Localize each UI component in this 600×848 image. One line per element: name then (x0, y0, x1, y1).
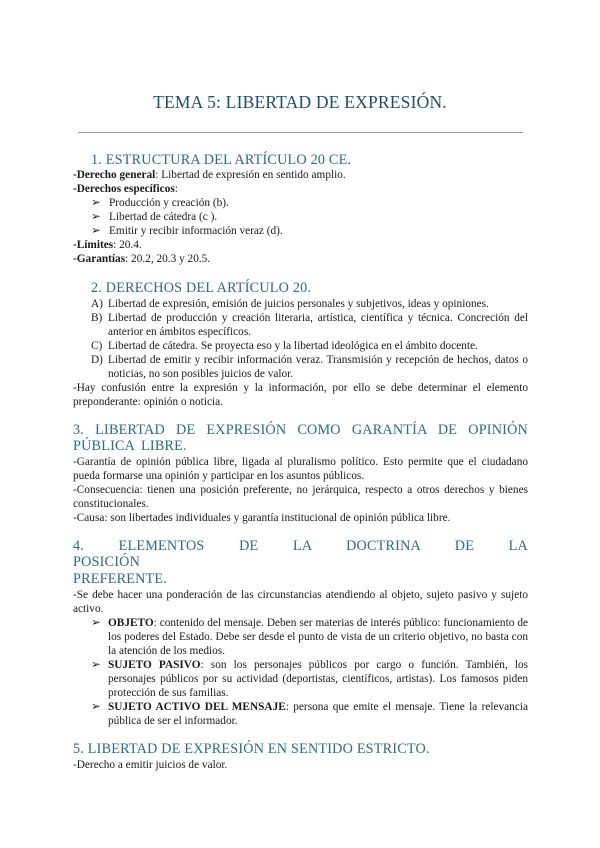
list-marker: D) (91, 354, 103, 366)
list-item (91, 297, 528, 311)
section-2-heading: 2. DERECHOS DEL ARTÍCULO 20. (91, 280, 312, 296)
derechos-especificos-line (73, 182, 528, 196)
rights-article-20-list (73, 297, 528, 381)
list-item (91, 353, 528, 381)
limites-line (73, 238, 528, 252)
arrow-bullet-icon: ➢ (91, 197, 101, 209)
list-marker: B) (91, 312, 103, 324)
title-divider (78, 132, 523, 133)
arrow-bullet-icon: ➢ (91, 701, 101, 713)
section-3-paragraph-2: -Consecuencia: tienen una posición preferente, no jerárquica, respecto a otros derechos y bienes constitucionales. (73, 484, 528, 510)
garantias-label: -Garantías (73, 253, 126, 265)
arrow-bullet-icon: ➢ (91, 211, 101, 223)
derecho-general-line (73, 168, 528, 182)
section-3-paragraph-1: -Garantía de opinión pública libre, ligada al pluralismo político. Esto permite que el ciudadano pueda formarse una opinión y participar en los asuntos públicos. (73, 456, 528, 482)
section-1-heading: 1. ESTRUCTURA DEL ARTÍCULO 20 CE. (91, 152, 352, 168)
element-text: : persona que emite el mensaje. Tiene la relevancia pública de ser el informador. (108, 701, 528, 727)
element-text: : son los personajes públicos por cargo o función. También, los personajes públicos por su actividad (deportistas, científicos, artistas). Los famosos piden protección de sus familias. (108, 659, 529, 699)
element-label: SUJETO PASIVO (108, 659, 201, 671)
element-label: OBJETO (108, 617, 154, 629)
list-item (91, 224, 528, 238)
section-3-heading: 3. LIBERTAD DE EXPRESIÓN COMO GARANTÍA DE OPINIÓN PÚBLICA LIBRE. (73, 422, 528, 454)
list-item-text: Libertad de emitir y recibir información veraz. Transmisión y recepción de hechos, datos o noticias, no son posibles juicios de valor. (108, 354, 528, 380)
arrow-bullet-icon: ➢ (91, 617, 101, 629)
derechos-especificos-colon: : (174, 183, 178, 195)
list-item-text: Libertad de cátedra. Se proyecta eso y la libertad ideológica en el ámbito docente. (108, 340, 478, 352)
arrow-bullet-icon: ➢ (91, 659, 101, 671)
element-label: SUJETO ACTIVO DEL MENSAJE (108, 701, 286, 713)
list-item (91, 700, 528, 728)
section-3-paragraph-3: -Causa: son libertades individuales y garantía institucional de opinión pública libre. (73, 512, 451, 524)
garantias-text: : 20.2, 20.3 y 20.5. (125, 253, 211, 265)
list-marker: A) (91, 298, 103, 310)
list-marker: C) (91, 340, 103, 352)
list-item (91, 658, 528, 700)
section-4-heading-line-2: PREFERENTE. (73, 571, 168, 587)
document-title: TEMA 5: LIBERTAD DE EXPRESIÓN. (153, 92, 447, 112)
derecho-general-text: : Libertad de expresión en sentido amplio. (155, 169, 346, 181)
list-item-text: Producción y creación (b). (109, 197, 229, 209)
derechos-especificos-label: -Derechos específicos (73, 183, 175, 195)
list-item (91, 210, 528, 224)
list-item-text: Libertad de producción y creación literaria, artística, científica y técnica. Concreción del anterior en ámbitos específicos. (108, 312, 528, 338)
limites-label: -Límites (73, 239, 114, 251)
section-4-intro: -Se debe hacer una ponderación de las circunstancias atendiendo al objeto, sujeto pasivo y sujeto activo. (73, 589, 528, 615)
derecho-general-label: -Derecho general (73, 169, 156, 181)
list-item (91, 311, 528, 339)
section-4-heading-line-1: 4. ELEMENTOS DE LA DOCTRINA DE LA POSICIÓN (73, 538, 528, 570)
section-5-heading: 5. LIBERTAD DE EXPRESIÓN EN SENTIDO ESTRICTO. (73, 741, 430, 757)
doctrine-elements-list (73, 616, 528, 728)
list-item (91, 339, 528, 353)
section-2-note: -Hay confusión entre la expresión y la información, por ello se debe determinar el elemento preponderante: opinión o noticia. (73, 382, 528, 408)
list-item-text: Libertad de expresión, emisión de juicios personales y subjetivos, ideas y opiniones. (108, 298, 489, 310)
section-5-paragraph-1: -Derecho a emitir juicios de valor. (73, 759, 228, 771)
document-body (73, 152, 528, 772)
arrow-bullet-icon: ➢ (91, 225, 101, 237)
garantias-line (73, 252, 528, 266)
limites-text: : 20.4. (113, 239, 142, 251)
list-item-text: Libertad de cátedra (c ). (109, 211, 218, 223)
list-item (91, 616, 528, 658)
element-text: : contenido del mensaje. Deben ser materias de interés público: funcionamiento de los poderes del Estado. Debe ser desde el punto de vista de un criterio objetivo, no basta con la atención de los medios. (108, 617, 528, 657)
list-item (91, 196, 528, 210)
specific-rights-list (73, 196, 528, 238)
list-item-text: Emitir y recibir información veraz (d). (109, 225, 283, 237)
